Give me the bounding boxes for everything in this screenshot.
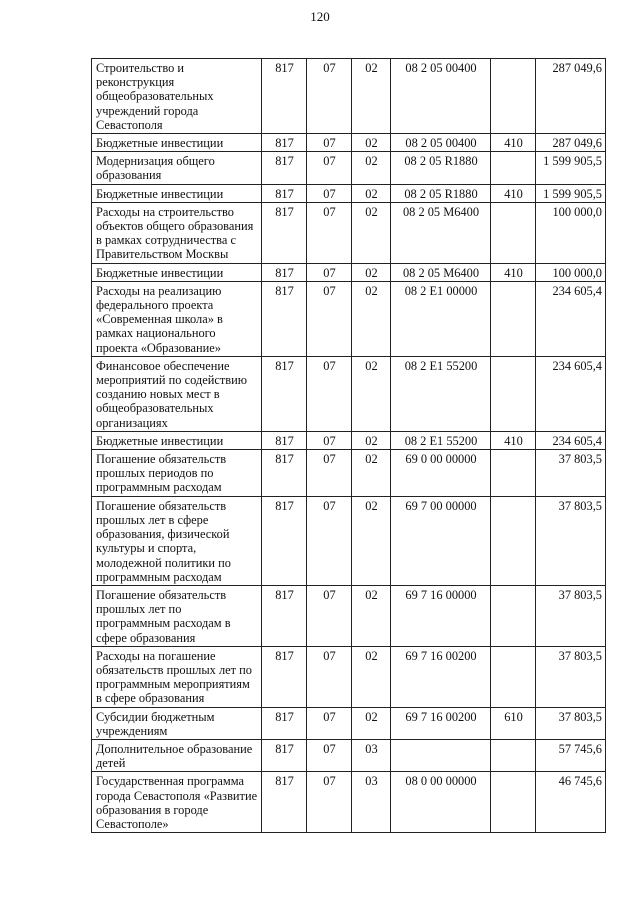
- row-amount-cell: 234 605,4: [536, 281, 606, 356]
- row-expense-type-cell: 410: [491, 134, 536, 152]
- row-expense-type-cell: [491, 585, 536, 646]
- row-expense-type-cell: [491, 281, 536, 356]
- row-ved-cell: 817: [262, 59, 307, 134]
- row-subsection-cell: 02: [352, 707, 391, 739]
- row-subsection-cell: 02: [352, 184, 391, 202]
- row-subsection-cell: 02: [352, 134, 391, 152]
- budget-table-body: [92, 59, 606, 833]
- row-amount-cell: 1 599 905,5: [536, 152, 606, 184]
- row-name-cell: Расходы на погашение обязательств прошлых лет по программным мероприятиям в сфере образования: [92, 646, 262, 707]
- row-target-code-cell: 08 2 E1 55200: [391, 431, 491, 449]
- row-target-code-cell: 08 2 05 R1880: [391, 184, 491, 202]
- table-row: [92, 772, 606, 833]
- row-section-cell: 07: [307, 450, 352, 497]
- table-row: [92, 281, 606, 356]
- row-ved-cell: 817: [262, 202, 307, 263]
- row-ved-cell: 817: [262, 585, 307, 646]
- budget-table: [91, 58, 606, 833]
- row-subsection-cell: 02: [352, 152, 391, 184]
- row-target-code-cell: 08 2 05 00400: [391, 59, 491, 134]
- row-amount-cell: 37 803,5: [536, 707, 606, 739]
- row-subsection-cell: 02: [352, 646, 391, 707]
- row-ved-cell: 817: [262, 356, 307, 431]
- row-name-cell: Бюджетные инвестиции: [92, 263, 262, 281]
- row-name-cell: Модернизация общего образования: [92, 152, 262, 184]
- row-name-cell: Бюджетные инвестиции: [92, 184, 262, 202]
- row-target-code-cell: [391, 739, 491, 771]
- row-subsection-cell: 02: [352, 431, 391, 449]
- row-target-code-cell: 69 7 16 00000: [391, 585, 491, 646]
- row-section-cell: 07: [307, 152, 352, 184]
- table-row: [92, 59, 606, 134]
- table-row: [92, 202, 606, 263]
- row-expense-type-cell: [491, 646, 536, 707]
- row-target-code-cell: 69 7 00 00000: [391, 496, 491, 585]
- row-expense-type-cell: 610: [491, 707, 536, 739]
- row-name-cell: Субсидии бюджетным учреждениям: [92, 707, 262, 739]
- table-row: [92, 152, 606, 184]
- row-target-code-cell: 08 2 05 00400: [391, 134, 491, 152]
- row-subsection-cell: 03: [352, 739, 391, 771]
- row-amount-cell: 287 049,6: [536, 59, 606, 134]
- row-name-cell: Строительство и реконструкция общеобразовательных учреждений города Севастополя: [92, 59, 262, 134]
- row-ved-cell: 817: [262, 263, 307, 281]
- row-ved-cell: 817: [262, 646, 307, 707]
- row-target-code-cell: 08 0 00 00000: [391, 772, 491, 833]
- row-expense-type-cell: 410: [491, 431, 536, 449]
- row-section-cell: 07: [307, 431, 352, 449]
- row-section-cell: 07: [307, 281, 352, 356]
- row-amount-cell: 100 000,0: [536, 202, 606, 263]
- table-row: [92, 496, 606, 585]
- row-section-cell: 07: [307, 585, 352, 646]
- row-name-cell: Расходы на реализацию федерального проекта «Современная школа» в рамках национального проекта «Образование»: [92, 281, 262, 356]
- table-row: [92, 356, 606, 431]
- row-section-cell: 07: [307, 739, 352, 771]
- row-name-cell: Финансовое обеспечение мероприятий по содействию созданию новых мест в общеобразовательных организациях: [92, 356, 262, 431]
- row-ved-cell: 817: [262, 152, 307, 184]
- row-expense-type-cell: [491, 450, 536, 497]
- row-name-cell: Погашение обязательств прошлых лет в сфере образования, физической культуры и спорта, молодежной политики по программным расходам: [92, 496, 262, 585]
- row-subsection-cell: 02: [352, 281, 391, 356]
- row-target-code-cell: 69 7 16 00200: [391, 707, 491, 739]
- row-amount-cell: 37 803,5: [536, 585, 606, 646]
- row-section-cell: 07: [307, 496, 352, 585]
- row-section-cell: 07: [307, 707, 352, 739]
- table-row: [92, 739, 606, 771]
- row-subsection-cell: 02: [352, 450, 391, 497]
- row-expense-type-cell: 410: [491, 263, 536, 281]
- row-name-cell: Расходы на строительство объектов общего образования в рамках сотрудничества с Правительством Москвы: [92, 202, 262, 263]
- row-subsection-cell: 02: [352, 585, 391, 646]
- row-amount-cell: 100 000,0: [536, 263, 606, 281]
- row-amount-cell: 1 599 905,5: [536, 184, 606, 202]
- table-row: [92, 707, 606, 739]
- row-ved-cell: 817: [262, 431, 307, 449]
- row-expense-type-cell: 410: [491, 184, 536, 202]
- table-row: [92, 646, 606, 707]
- row-section-cell: 07: [307, 202, 352, 263]
- row-target-code-cell: 69 0 00 00000: [391, 450, 491, 497]
- row-section-cell: 07: [307, 356, 352, 431]
- row-subsection-cell: 03: [352, 772, 391, 833]
- table-row: [92, 263, 606, 281]
- row-subsection-cell: 02: [352, 59, 391, 134]
- row-name-cell: Погашение обязательств прошлых лет по программным расходам в сфере образования: [92, 585, 262, 646]
- row-name-cell: Государственная программа города Севастополя «Развитие образования в городе Севастополе»: [92, 772, 262, 833]
- row-name-cell: Бюджетные инвестиции: [92, 431, 262, 449]
- row-section-cell: 07: [307, 184, 352, 202]
- row-ved-cell: 817: [262, 772, 307, 833]
- row-expense-type-cell: [491, 356, 536, 431]
- row-ved-cell: 817: [262, 707, 307, 739]
- row-section-cell: 07: [307, 263, 352, 281]
- row-expense-type-cell: [491, 496, 536, 585]
- row-amount-cell: 287 049,6: [536, 134, 606, 152]
- table-row: [92, 431, 606, 449]
- row-subsection-cell: 02: [352, 356, 391, 431]
- row-target-code-cell: 08 2 05 M6400: [391, 202, 491, 263]
- row-subsection-cell: 02: [352, 263, 391, 281]
- row-name-cell: Погашение обязательств прошлых периодов по программным расходам: [92, 450, 262, 497]
- row-target-code-cell: 08 2 E1 55200: [391, 356, 491, 431]
- row-expense-type-cell: [491, 772, 536, 833]
- row-expense-type-cell: [491, 202, 536, 263]
- row-name-cell: Дополнительное образование детей: [92, 739, 262, 771]
- row-amount-cell: 234 605,4: [536, 431, 606, 449]
- row-ved-cell: 817: [262, 739, 307, 771]
- row-ved-cell: 817: [262, 184, 307, 202]
- row-name-cell: Бюджетные инвестиции: [92, 134, 262, 152]
- row-subsection-cell: 02: [352, 496, 391, 585]
- row-target-code-cell: 08 2 05 M6400: [391, 263, 491, 281]
- row-section-cell: 07: [307, 646, 352, 707]
- row-amount-cell: 234 605,4: [536, 356, 606, 431]
- row-amount-cell: 46 745,6: [536, 772, 606, 833]
- table-row: [92, 184, 606, 202]
- row-section-cell: 07: [307, 59, 352, 134]
- row-section-cell: 07: [307, 772, 352, 833]
- row-expense-type-cell: [491, 152, 536, 184]
- row-expense-type-cell: [491, 59, 536, 134]
- row-target-code-cell: 69 7 16 00200: [391, 646, 491, 707]
- row-amount-cell: 37 803,5: [536, 496, 606, 585]
- row-amount-cell: 37 803,5: [536, 450, 606, 497]
- row-expense-type-cell: [491, 739, 536, 771]
- page-number: 120: [310, 9, 330, 24]
- row-ved-cell: 817: [262, 134, 307, 152]
- table-row: [92, 134, 606, 152]
- row-target-code-cell: 08 2 05 R1880: [391, 152, 491, 184]
- row-amount-cell: 37 803,5: [536, 646, 606, 707]
- row-ved-cell: 817: [262, 496, 307, 585]
- row-section-cell: 07: [307, 134, 352, 152]
- table-row: [92, 450, 606, 497]
- table-row: [92, 585, 606, 646]
- row-target-code-cell: 08 2 E1 00000: [391, 281, 491, 356]
- row-subsection-cell: 02: [352, 202, 391, 263]
- row-amount-cell: 57 745,6: [536, 739, 606, 771]
- row-ved-cell: 817: [262, 450, 307, 497]
- row-ved-cell: 817: [262, 281, 307, 356]
